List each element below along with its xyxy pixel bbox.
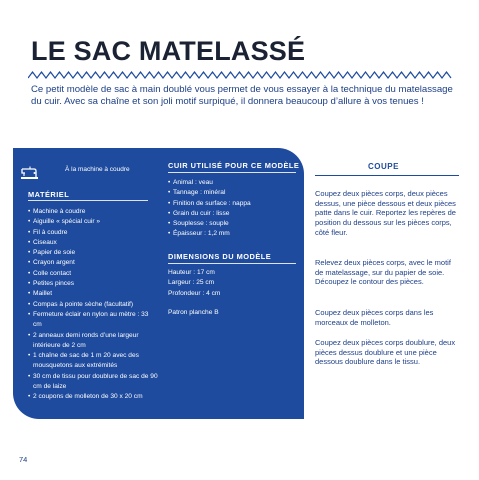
cuir-list: [168, 178, 298, 240]
page-title: LE SAC MATELASSÉ: [31, 36, 306, 66]
zigzag-divider: [28, 70, 454, 80]
patron-label: Patron planche B: [168, 309, 219, 316]
materiel-heading: MATÉRIEL: [28, 190, 70, 199]
dims-item: Largeur : 25 cm: [168, 279, 215, 287]
list-item: • Compas à pointe sèche (facultatif): [28, 300, 158, 310]
coupe-paragraph: Coupez deux pièces corps, deux pièces dessus, une pièce dessous et deux pièces patte dans le cuir. Reportez les repères de position du dessous sur les pièces corps, côté fleur.: [315, 189, 456, 237]
intro-text: Ce petit modèle de sac à main doublé vous permet de vous essayer à la technique du matelassage du cuir. Avec sa chaîne et son joli motif surpiqué, il donnera beaucoup d’allure à vos tenues !: [31, 84, 453, 108]
page-number: 74: [19, 455, 28, 464]
list-item: • Aiguille « spécial cuir »: [28, 217, 158, 227]
list-item: • Souplesse : souple: [168, 219, 298, 229]
cuir-heading: CUIR UTILISÉ POUR CE MODÈLE: [168, 161, 300, 170]
list-item: • Grain du cuir : lisse: [168, 209, 298, 219]
list-item: • Épaisseur : 1,2 mm: [168, 229, 298, 239]
list-item: • Petites pinces: [28, 279, 158, 289]
list-item: • Finition de surface : nappa: [168, 199, 298, 209]
list-item: • 30 cm de tissu pour doublure de sac de 90 cm de laize: [28, 372, 158, 393]
materiel-list: [28, 207, 158, 403]
dims-list: [168, 268, 220, 299]
list-item: • Machine à coudre: [28, 207, 158, 217]
machine-label: À la machine à coudre: [65, 166, 130, 173]
dims-item: Hauteur : 17 cm: [168, 269, 215, 276]
list-item: • Crayon argent: [28, 258, 158, 268]
list-item: • Fermeture éclair en nylon au mètre : 33 cm: [28, 310, 158, 331]
coupe-paragraph: Coupez deux pièces corps doublure, deux pièces dessus doublure et une pièce dessous doublure dans le tissu.: [315, 338, 456, 367]
coupe-rule: [315, 175, 459, 176]
dims-item: Profondeur : 4 cm: [168, 289, 221, 297]
coupe-paragraph: Relevez deux pièces corps, avec le motif de matelassage, sur du papier de soie. Découpez le contour des pièces.: [315, 258, 451, 287]
list-item: • Fil à coudre: [28, 228, 158, 238]
list-item: • 2 anneaux demi ronds d’une largeur intérieure de 2 cm: [28, 331, 158, 352]
sewing-machine-icon: [19, 162, 39, 182]
list-item: • Animal : veau: [168, 178, 298, 188]
list-item: • Colle contact: [28, 269, 158, 279]
coupe-heading: COUPE: [368, 162, 399, 171]
materiel-rule: [28, 200, 148, 201]
list-item: • Ciseaux: [28, 238, 158, 248]
list-item: • Papier de soie: [28, 248, 158, 258]
list-item: • 1 chaîne de sac de 1 m 20 avec des mousquetons aux extrémités: [28, 351, 158, 372]
cuir-rule: [168, 172, 296, 173]
list-item: • Maillet: [28, 289, 158, 299]
list-item: • 2 coupons de molleton de 30 x 20 cm: [28, 392, 158, 402]
list-item: • Tannage : minéral: [168, 188, 298, 198]
dims-heading: DIMENSIONS DU MODÈLE: [168, 252, 272, 261]
dims-rule: [168, 263, 296, 264]
materials-box: [13, 148, 304, 419]
coupe-paragraph: Coupez deux pièces corps dans les morceaux de molleton.: [315, 308, 434, 327]
